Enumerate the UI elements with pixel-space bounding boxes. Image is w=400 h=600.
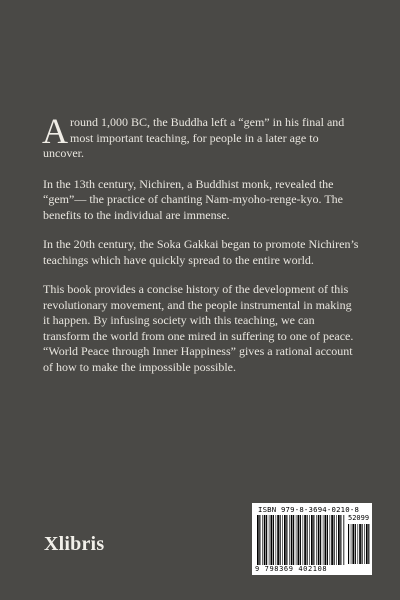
ean-barcode-bars	[257, 515, 345, 565]
addon-barcode-bars	[348, 524, 370, 564]
barcode-bar	[298, 515, 300, 565]
barcode-bar	[289, 515, 290, 565]
isbn-barcode	[252, 503, 372, 575]
barcode-bar	[286, 515, 287, 565]
barcode-bar	[348, 524, 349, 564]
barcode-bar	[334, 515, 335, 565]
barcode-bar	[257, 515, 259, 565]
price-code: 52099	[348, 514, 370, 522]
publisher-logo: Xlibris	[44, 533, 105, 555]
barcode-bar	[280, 515, 281, 565]
blurb-paragraph-3: In the 20th century, the Soka Gakkai began to promote Nichiren’s teachings which have quickly spread to the entire world.	[43, 237, 359, 267]
barcode-bar	[300, 515, 301, 565]
barcode-bar	[338, 515, 340, 565]
barcode-bar	[264, 515, 266, 565]
barcode-bar	[262, 515, 263, 565]
barcode-bar	[331, 515, 333, 565]
barcode-bar	[291, 515, 293, 565]
barcode-bar	[293, 515, 294, 565]
drop-cap: A	[42, 111, 68, 151]
barcode-bar	[269, 515, 270, 565]
barcode-bar	[259, 515, 260, 565]
barcode-bar	[343, 515, 344, 565]
barcode-bar	[323, 515, 324, 565]
barcode-bar	[273, 515, 274, 565]
barcode-bar	[352, 524, 354, 564]
barcode-bar	[358, 524, 359, 564]
barcode-bar	[359, 524, 361, 564]
barcode-bar	[368, 524, 369, 564]
barcode-bar	[304, 515, 306, 565]
barcode-bar	[313, 515, 314, 565]
barcode-bar	[266, 515, 267, 565]
barcode-bar	[327, 515, 328, 565]
barcode-bar	[362, 524, 363, 564]
barcode-bar	[336, 515, 337, 565]
barcode-bar	[296, 515, 297, 565]
barcode-bar	[330, 515, 331, 565]
barcode-bar	[309, 515, 310, 565]
barcode-bar	[355, 524, 356, 564]
barcode-bar	[320, 515, 321, 565]
barcode-bar	[307, 515, 308, 565]
isbn-label: ISBN 979-8-3694-0210-8	[258, 505, 360, 514]
barcode-bar	[316, 515, 317, 565]
barcode-bar	[282, 515, 283, 565]
barcode-bar	[351, 524, 352, 564]
blurb-paragraph-1	[42, 111, 361, 162]
barcode-bar	[277, 515, 279, 565]
barcode-bar	[318, 515, 320, 565]
barcode-bar	[340, 515, 341, 565]
blurb-paragraph-2: In the 13th century, Nichiren, a Buddhist monk, revealed the “gem”— the practice of chanting Nam-myoho-renge-kyo. The benefits to the individual are immense.	[43, 176, 343, 222]
barcode-bar	[311, 515, 313, 565]
barcode-bar	[325, 515, 327, 565]
barcode-bar	[303, 515, 304, 565]
barcode-bar	[284, 515, 286, 565]
barcode-bar	[364, 524, 365, 564]
ean-number: 9 798369 402108	[255, 565, 328, 573]
blurb-paragraph-4: This book provides a concise history of the development of this revolutionary movement, and the people instrumental in making it happen. By infusing society with this teaching, we can transform the world from one mired in suffering to one of peace. “World Peace through Inner Happiness” gives a rational account of how to make the impossible possible.	[43, 282, 354, 374]
barcode-bar	[271, 515, 273, 565]
barcode-bar	[276, 515, 277, 565]
barcode-bar	[366, 524, 368, 564]
blurb-text	[42, 111, 361, 389]
blurb-paragraph-1-text: round 1,000 BC, the Buddha left a “gem” in his final and most important teaching, for people in a later age to uncover.	[43, 115, 345, 160]
